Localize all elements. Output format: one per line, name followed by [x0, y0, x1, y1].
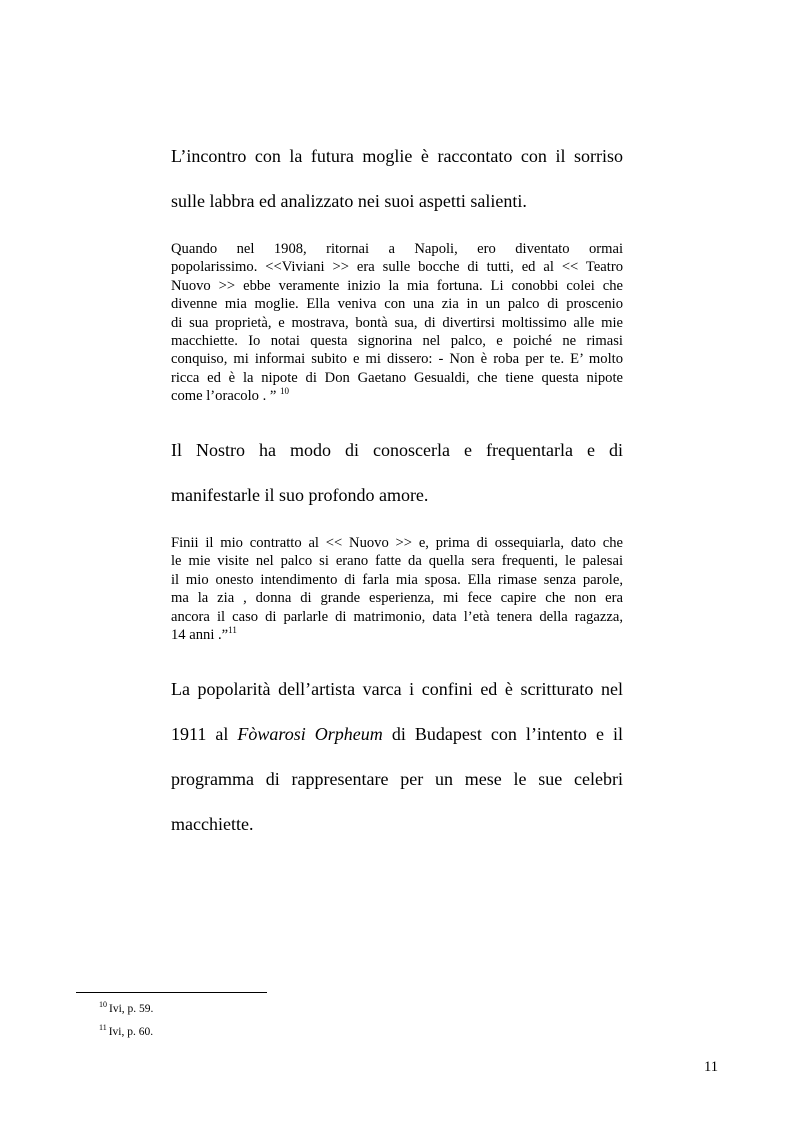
quote-line: Nuovo >> ebbe veramente inizio la mia fortuna. Li conobbi colei che	[171, 277, 623, 294]
quote-line-text: 14 anni .”	[171, 627, 229, 644]
quote-line: Finii il mio contratto al << Nuovo >> e, prima di ossequiarla, dato che	[171, 535, 623, 551]
paragraph-budapest	[171, 667, 623, 847]
quote-line: divenne mia moglie. Ella veniva con una zia in un palco di proscenio	[171, 296, 623, 313]
paragraph-line: Il Nostro ha modo di conoscerla e frequentarla e di	[171, 440, 623, 460]
paragraph-text: di Budapest con l’intento e il	[382, 724, 623, 744]
quote-line-text: come l’oracolo . ”	[171, 388, 280, 405]
quote-line: ancora il caso di parlarle di matrimonio, data l’età tenera della ragazza,	[171, 608, 623, 625]
paragraph-line: programma di rappresentare per un mese le sue celebri	[171, 769, 623, 789]
quote-block-1	[171, 240, 623, 406]
quote-line: popolarissimo. <<Viviani >> era sulle bocche di tutti, ed al << Teatro	[171, 259, 623, 276]
paragraph-text: 1911 al	[171, 724, 238, 744]
footnote-11	[99, 1025, 153, 1039]
paragraph-line: macchiette.	[171, 814, 254, 834]
quote-line-last	[171, 387, 623, 405]
paragraph-acquaintance	[171, 428, 623, 518]
quote-line: ricca ed è la nipote di Don Gaetano Gesualdi, che tiene questa nipote	[171, 369, 623, 386]
paragraph-line: La popolarità dell’artista varca i confini ed è scritturato nel	[171, 679, 623, 699]
quote-line-last	[171, 626, 623, 644]
paragraph-line: manifestarle il suo profondo amore.	[171, 485, 429, 505]
paragraph-intro	[171, 134, 623, 224]
quote-block-2	[171, 534, 623, 644]
quote-line: di sua proprietà, e mostrava, bontà sua, di divertirsi moltissimo alle mie	[171, 314, 623, 331]
quote-line: macchiette. Io notai questa signorina nel palco, e poiché ne rimasi	[171, 333, 623, 350]
paragraph-line: sulle labbra ed analizzato nei suoi aspetti salienti.	[171, 191, 527, 211]
page-number: 11	[703, 1059, 718, 1075]
footnote-reference-11[interactable]: 11	[228, 625, 237, 636]
quote-line: il mio onesto intendimento di farla mia sposa. Ella rimase senza parole,	[171, 571, 623, 588]
footnote-number: 11	[99, 1023, 107, 1033]
paragraph-line: L’incontro con la futura moglie è raccontato con il sorriso	[171, 146, 623, 166]
quote-line: Quando nel 1908, ritornai a Napoli, ero diventato ormai	[171, 241, 623, 257]
footnote-text: Ivi, p. 60.	[108, 1026, 154, 1038]
quote-line: conquiso, mi informai subito e mi dissero: - Non è roba per te. E’ molto	[171, 351, 623, 368]
footnote-text: Ivi, p. 59.	[109, 1003, 154, 1015]
quote-line: ma la zia , donna di grande esperienza, mi fece capire che non era	[171, 590, 623, 607]
quote-line: le mie visite nel palco si erano fatte da quella sera frequenti, le palesai	[171, 553, 623, 570]
footnote-10	[99, 1002, 153, 1016]
footnote-reference-10[interactable]: 10	[280, 386, 289, 397]
theatre-name: Fòwarosi Orpheum	[237, 724, 383, 744]
paragraph-line	[171, 712, 623, 757]
footnote-separator	[76, 992, 267, 993]
footnote-number: 10	[99, 1000, 107, 1010]
